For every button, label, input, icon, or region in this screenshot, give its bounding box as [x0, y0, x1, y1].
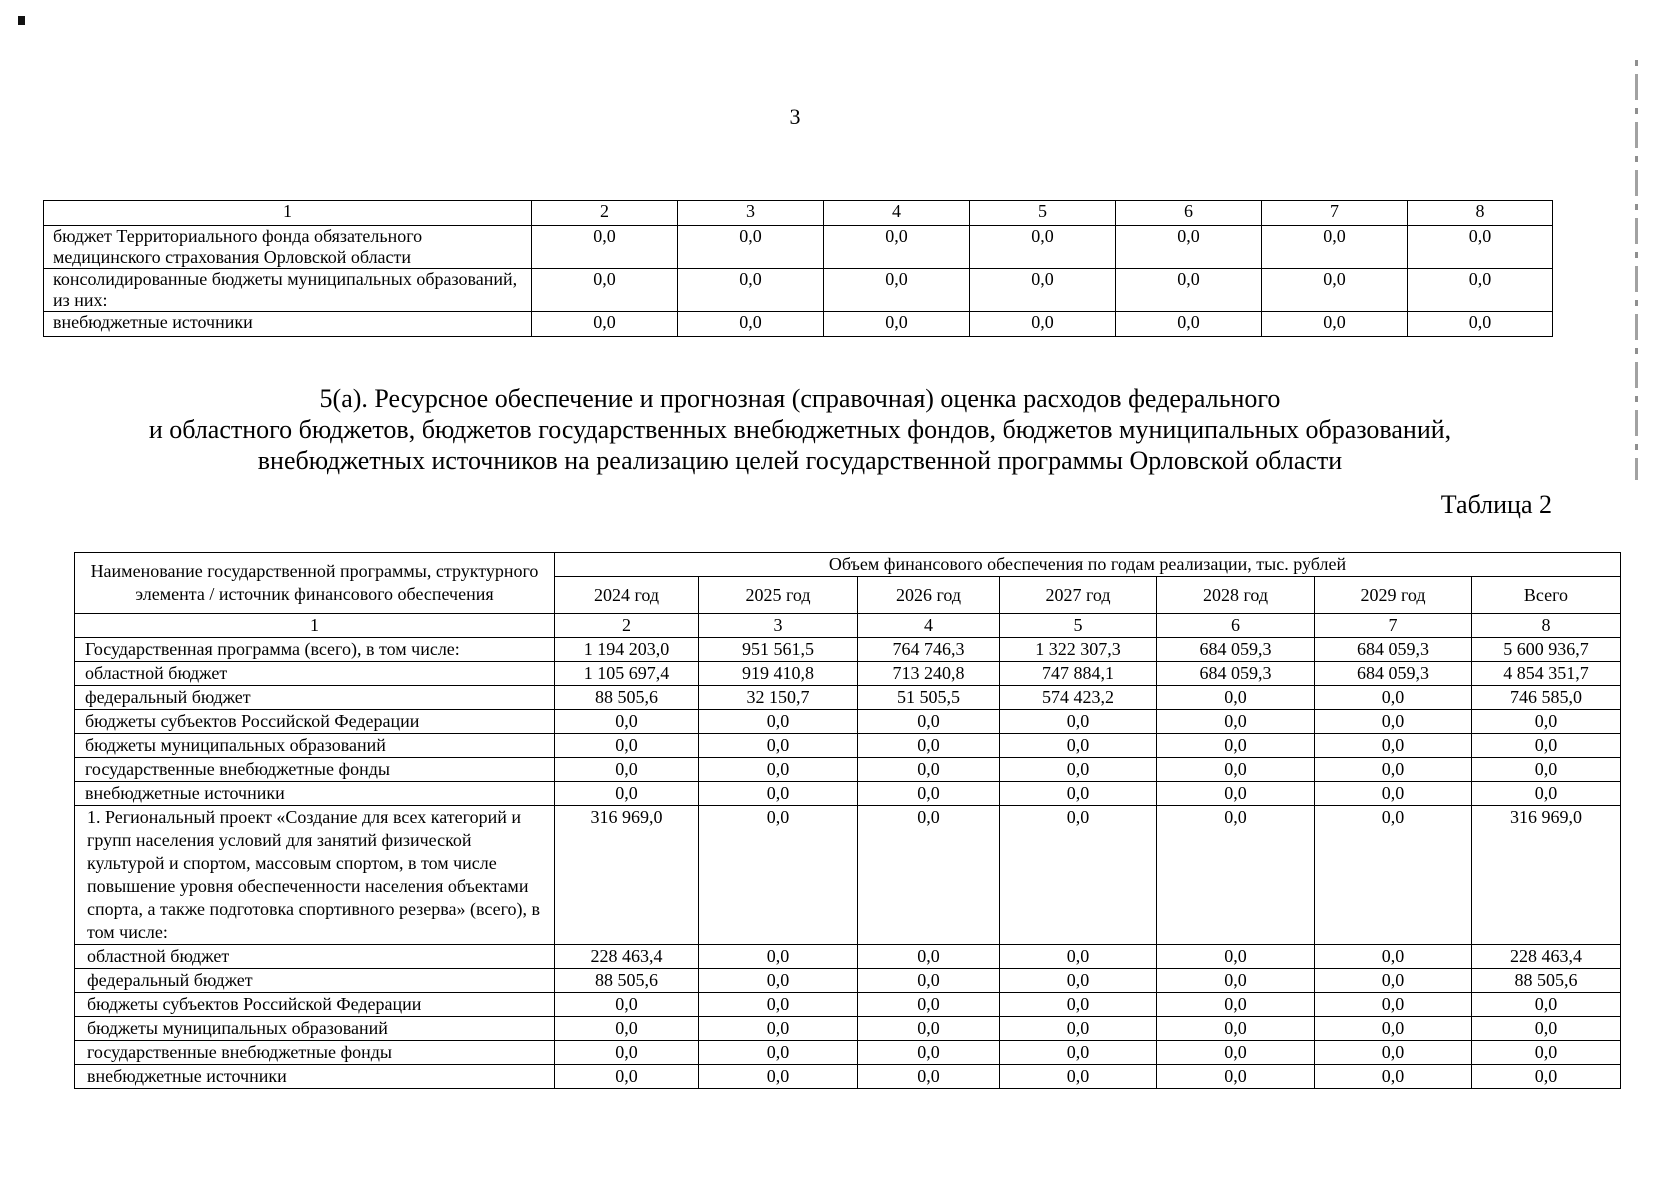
- year-header: 2029 год: [1315, 577, 1472, 614]
- cell-value: 0,0: [532, 226, 678, 269]
- table-row: [75, 993, 1621, 1017]
- cell-value: 684 059,3: [1157, 638, 1315, 662]
- cell-value: 0,0: [1315, 806, 1472, 945]
- cell-value: 4 854 351,7: [1472, 662, 1621, 686]
- cell-value: 0,0: [1315, 945, 1472, 969]
- cell-value: 0,0: [1000, 1041, 1157, 1065]
- column-number: 2: [555, 614, 699, 638]
- cell-value: 228 463,4: [555, 945, 699, 969]
- cell-value: 0,0: [1408, 269, 1553, 312]
- cell-value: 0,0: [555, 993, 699, 1017]
- cell-value: 0,0: [1000, 782, 1157, 806]
- cell-value: 0,0: [555, 758, 699, 782]
- table-row: [75, 1065, 1621, 1089]
- cell-value: 713 240,8: [858, 662, 1000, 686]
- cell-value: 0,0: [1472, 734, 1621, 758]
- column-number: 3: [678, 201, 824, 226]
- cell-value: 0,0: [1157, 782, 1315, 806]
- cell-value: 0,0: [1315, 782, 1472, 806]
- table-header-row: [44, 201, 1553, 226]
- cell-value: 0,0: [1157, 710, 1315, 734]
- row-label: областной бюджет: [75, 662, 555, 686]
- cell-value: 0,0: [858, 993, 1000, 1017]
- column-number: 3: [699, 614, 858, 638]
- cell-value: 0,0: [970, 312, 1116, 337]
- table-row: [75, 969, 1621, 993]
- cell-value: 0,0: [1116, 269, 1262, 312]
- cell-value: 0,0: [858, 1065, 1000, 1089]
- row-label: консолидированные бюджеты муниципальных образований, из них:: [44, 269, 532, 312]
- table-row: [75, 1041, 1621, 1065]
- cell-value: 0,0: [1315, 1017, 1472, 1041]
- cell-value: 0,0: [1408, 226, 1553, 269]
- cell-value: 1 194 203,0: [555, 638, 699, 662]
- cell-value: 0,0: [699, 1017, 858, 1041]
- row-label: государственные внебюджетные фонды: [75, 1041, 555, 1065]
- cell-value: 0,0: [970, 269, 1116, 312]
- row-label: бюджеты муниципальных образований: [75, 734, 555, 758]
- table-row: [75, 638, 1621, 662]
- cell-value: 0,0: [555, 710, 699, 734]
- table-row: [75, 782, 1621, 806]
- column-number: 4: [824, 201, 970, 226]
- table-row: [75, 662, 1621, 686]
- cell-value: 0,0: [1315, 758, 1472, 782]
- cell-value: 0,0: [1472, 1065, 1621, 1089]
- cell-value: 32 150,7: [699, 686, 858, 710]
- year-header: 2026 год: [858, 577, 1000, 614]
- table-row: [44, 269, 1553, 312]
- row-label: внебюджетные источники: [44, 312, 532, 337]
- cell-value: 88 505,6: [555, 969, 699, 993]
- cell-value: 0,0: [1157, 1041, 1315, 1065]
- column-number: 2: [532, 201, 678, 226]
- cell-value: 0,0: [1472, 710, 1621, 734]
- cell-value: 0,0: [1116, 226, 1262, 269]
- cell-value: 0,0: [555, 1017, 699, 1041]
- row-label: федеральный бюджет: [75, 969, 555, 993]
- cell-value: 0,0: [532, 312, 678, 337]
- cell-value: 0,0: [699, 782, 858, 806]
- column-number: 7: [1262, 201, 1408, 226]
- cell-value: 0,0: [1472, 758, 1621, 782]
- cell-value: 747 884,1: [1000, 662, 1157, 686]
- year-header: 2028 год: [1157, 577, 1315, 614]
- cell-value: 574 423,2: [1000, 686, 1157, 710]
- cell-value: 0,0: [1315, 1065, 1472, 1089]
- cell-value: 88 505,6: [555, 686, 699, 710]
- cell-value: 0,0: [858, 1017, 1000, 1041]
- cell-value: 316 969,0: [1472, 806, 1621, 945]
- cell-value: 0,0: [970, 226, 1116, 269]
- column-number: 5: [970, 201, 1116, 226]
- section-title-line: 5(а). Ресурсное обеспечение и прогнозная (справочная) оценка расходов федерального: [319, 384, 1281, 413]
- table-row: [75, 710, 1621, 734]
- scan-edge-artifact: [1635, 60, 1638, 480]
- column-number: 5: [1000, 614, 1157, 638]
- row-label: внебюджетные источники: [75, 782, 555, 806]
- cell-value: 0,0: [699, 734, 858, 758]
- cell-value: 0,0: [678, 226, 824, 269]
- cell-value: 0,0: [1157, 686, 1315, 710]
- cell-value: 0,0: [858, 1041, 1000, 1065]
- cell-value: 0,0: [824, 226, 970, 269]
- continuation-table: [43, 200, 1553, 337]
- cell-value: 0,0: [1000, 969, 1157, 993]
- total-header: Всего: [1472, 577, 1621, 614]
- table-row: [44, 312, 1553, 337]
- table-row: [75, 945, 1621, 969]
- cell-value: 0,0: [555, 1065, 699, 1089]
- row-label: внебюджетные источники: [75, 1065, 555, 1089]
- cell-value: 0,0: [699, 969, 858, 993]
- cell-value: 0,0: [1262, 312, 1408, 337]
- table-row: [75, 806, 1621, 945]
- year-header: 2025 год: [699, 577, 858, 614]
- column-number: 7: [1315, 614, 1472, 638]
- cell-value: 0,0: [678, 269, 824, 312]
- column-number: 8: [1408, 201, 1553, 226]
- cell-value: 0,0: [555, 734, 699, 758]
- cell-value: 0,0: [858, 734, 1000, 758]
- cell-value: 0,0: [1315, 1041, 1472, 1065]
- cell-value: 0,0: [699, 806, 858, 945]
- name-column-header: Наименование государственной программы, структурного элемента / источник финансового обеспечения: [75, 553, 555, 614]
- cell-value: 316 969,0: [555, 806, 699, 945]
- column-number-row: [75, 614, 1621, 638]
- resource-table: [74, 552, 1621, 1089]
- cell-value: 0,0: [1315, 710, 1472, 734]
- row-label: областной бюджет: [75, 945, 555, 969]
- column-number: 8: [1472, 614, 1621, 638]
- cell-value: 0,0: [1262, 226, 1408, 269]
- cell-value: 51 505,5: [858, 686, 1000, 710]
- row-label: федеральный бюджет: [75, 686, 555, 710]
- row-label: 1. Региональный проект «Создание для всех категорий и групп населения условий для занятий физической культурой и спортом, массовым спортом, в том числе повышение уровня обеспеченности населения объектами спорта, а также подготовка спортивного резерва» (всего), в том числе:: [75, 806, 555, 945]
- column-number: 6: [1157, 614, 1315, 638]
- cell-value: 0,0: [699, 945, 858, 969]
- cell-value: 1 322 307,3: [1000, 638, 1157, 662]
- cell-value: 1 105 697,4: [555, 662, 699, 686]
- table-label: Таблица 2: [1440, 490, 1552, 519]
- cell-value: 0,0: [1315, 993, 1472, 1017]
- cell-value: 0,0: [1157, 806, 1315, 945]
- table-row: [75, 686, 1621, 710]
- cell-value: 951 561,5: [699, 638, 858, 662]
- cell-value: 0,0: [1157, 758, 1315, 782]
- cell-value: 0,0: [699, 758, 858, 782]
- row-label: бюджеты субъектов Российской Федерации: [75, 993, 555, 1017]
- section-title-line: внебюджетных источников на реализацию целей государственной программы Орловской области: [257, 446, 1343, 475]
- cell-value: 0,0: [858, 945, 1000, 969]
- cell-value: 0,0: [1000, 1065, 1157, 1089]
- cell-value: 0,0: [1472, 993, 1621, 1017]
- cell-value: 0,0: [1157, 734, 1315, 758]
- cell-value: 0,0: [1315, 969, 1472, 993]
- cell-value: 0,0: [824, 312, 970, 337]
- cell-value: 88 505,6: [1472, 969, 1621, 993]
- cell-value: 0,0: [1157, 1065, 1315, 1089]
- column-number: 1: [44, 201, 532, 226]
- section-title: [0, 383, 1600, 476]
- row-label: бюджеты субъектов Российской Федерации: [75, 710, 555, 734]
- cell-value: 0,0: [1157, 1017, 1315, 1041]
- row-label: бюджет Территориального фонда обязательного медицинского страхования Орловской области: [44, 226, 532, 269]
- cell-value: 0,0: [699, 1065, 858, 1089]
- row-label: бюджеты муниципальных образований: [75, 1017, 555, 1041]
- cell-value: 0,0: [1000, 993, 1157, 1017]
- year-header: 2027 год: [1000, 577, 1157, 614]
- cell-value: 0,0: [858, 806, 1000, 945]
- cell-value: 746 585,0: [1472, 686, 1621, 710]
- table-row: [75, 1017, 1621, 1041]
- cell-value: 764 746,3: [858, 638, 1000, 662]
- cell-value: 684 059,3: [1315, 662, 1472, 686]
- row-label: Государственная программа (всего), в том числе:: [75, 638, 555, 662]
- cell-value: 0,0: [532, 269, 678, 312]
- section-title-line: и областного бюджетов, бюджетов государственных внебюджетных фондов, бюджетов муниципальных образований,: [148, 415, 1452, 444]
- cell-value: 0,0: [1472, 782, 1621, 806]
- cell-value: 0,0: [1157, 945, 1315, 969]
- row-label: государственные внебюджетные фонды: [75, 758, 555, 782]
- year-header: 2024 год: [555, 577, 699, 614]
- cell-value: 0,0: [678, 312, 824, 337]
- cell-value: 684 059,3: [1315, 638, 1472, 662]
- cell-value: 0,0: [824, 269, 970, 312]
- cell-value: 0,0: [1000, 734, 1157, 758]
- cell-value: 0,0: [555, 1041, 699, 1065]
- cell-value: 0,0: [1000, 1017, 1157, 1041]
- page-number: 3: [789, 104, 801, 129]
- scan-speck: [18, 16, 25, 25]
- cell-value: 0,0: [1000, 806, 1157, 945]
- cell-value: 0,0: [858, 758, 1000, 782]
- cell-value: 0,0: [1157, 969, 1315, 993]
- table-header-row: [75, 553, 1621, 577]
- column-number: 6: [1116, 201, 1262, 226]
- cell-value: 0,0: [1116, 312, 1262, 337]
- cell-value: 5 600 936,7: [1472, 638, 1621, 662]
- volume-column-header: Объем финансового обеспечения по годам реализации, тыс. рублей: [555, 553, 1621, 577]
- cell-value: 0,0: [858, 710, 1000, 734]
- cell-value: 0,0: [1472, 1017, 1621, 1041]
- cell-value: 0,0: [1000, 945, 1157, 969]
- table-row: [75, 758, 1621, 782]
- cell-value: 0,0: [1262, 269, 1408, 312]
- cell-value: 919 410,8: [699, 662, 858, 686]
- cell-value: 684 059,3: [1157, 662, 1315, 686]
- cell-value: 0,0: [699, 1041, 858, 1065]
- cell-value: 0,0: [699, 993, 858, 1017]
- cell-value: 0,0: [1472, 1041, 1621, 1065]
- column-number: 1: [75, 614, 555, 638]
- cell-value: 0,0: [1315, 686, 1472, 710]
- cell-value: 0,0: [858, 969, 1000, 993]
- cell-value: 0,0: [1315, 734, 1472, 758]
- column-number: 4: [858, 614, 1000, 638]
- cell-value: 0,0: [555, 782, 699, 806]
- cell-value: 0,0: [1157, 993, 1315, 1017]
- cell-value: 0,0: [1000, 710, 1157, 734]
- cell-value: 0,0: [1000, 758, 1157, 782]
- cell-value: 0,0: [1408, 312, 1553, 337]
- cell-value: 0,0: [858, 782, 1000, 806]
- cell-value: 228 463,4: [1472, 945, 1621, 969]
- cell-value: 0,0: [699, 710, 858, 734]
- table-row: [44, 226, 1553, 269]
- table-row: [75, 734, 1621, 758]
